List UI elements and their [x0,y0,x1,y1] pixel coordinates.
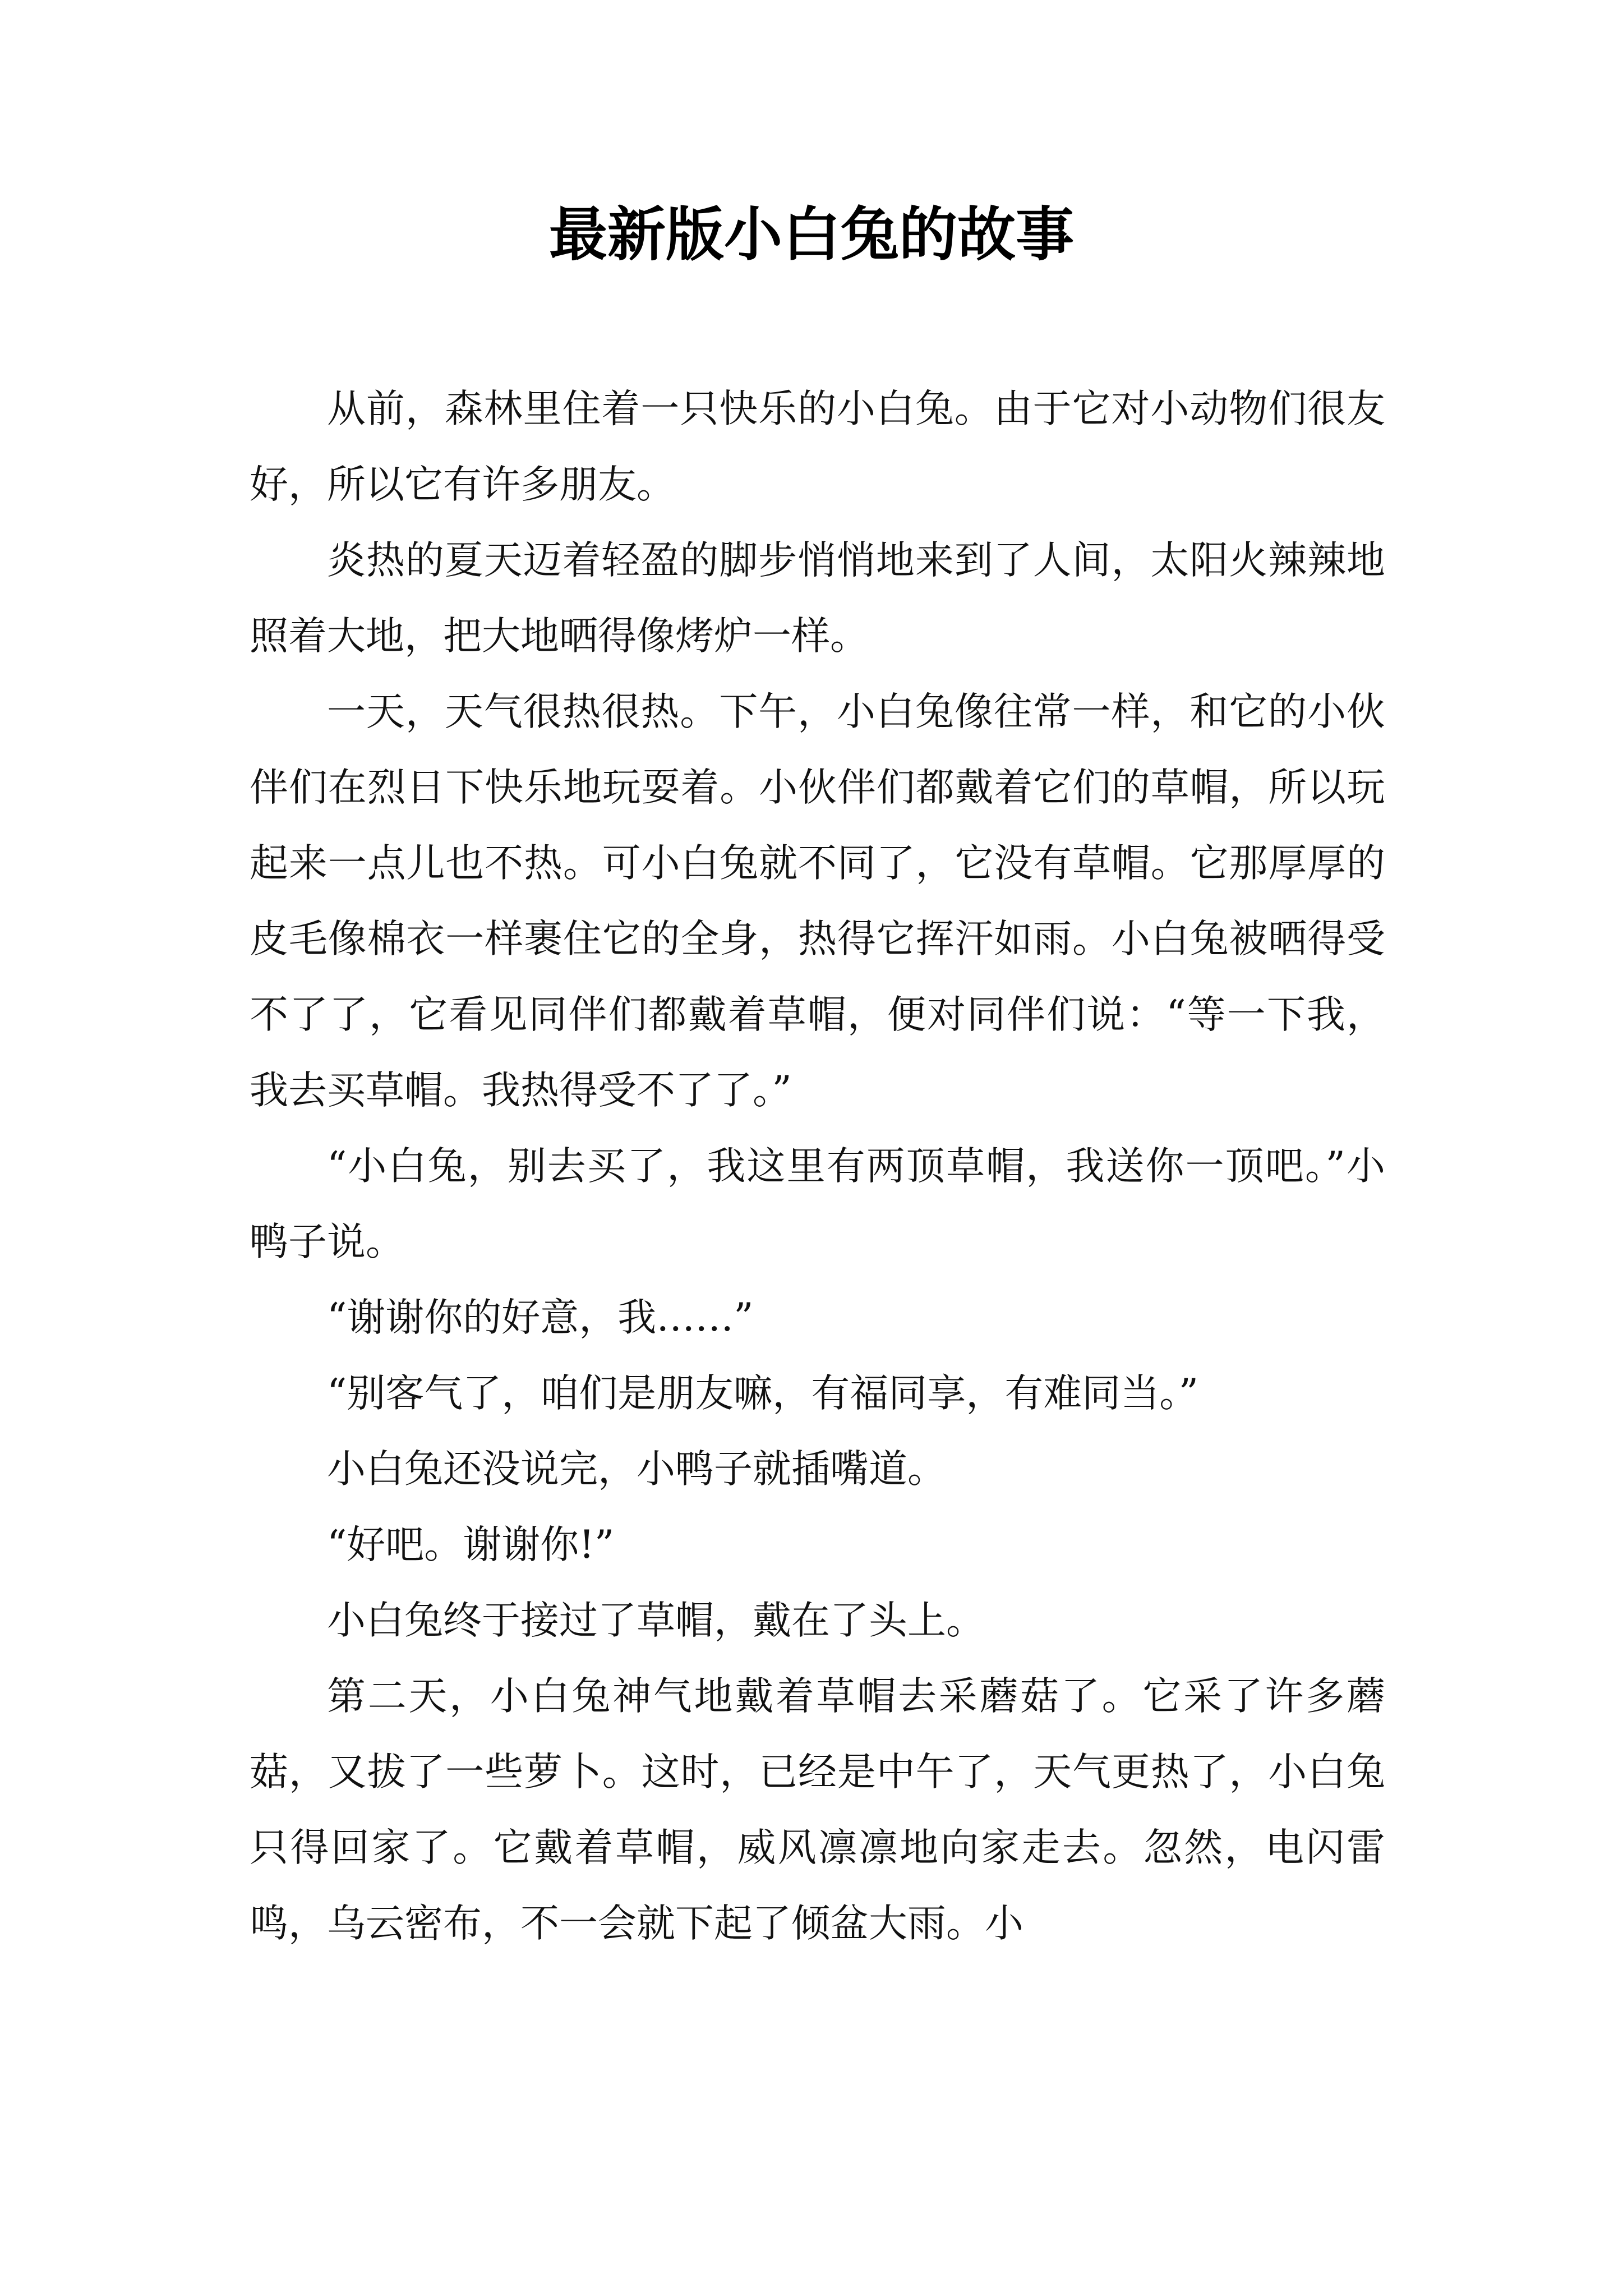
document-title: 最新版小白兔的故事 [548,200,1074,269]
paragraph: 炎热的夏天迈着轻盈的脚步悄悄地来到了人间，太阳火辣辣地照着大地，把大地晒得像烤炉一样。 [250,538,1385,659]
paragraph: “别客气了，咱们是朋友嘛，有福同享，有难同当。” [327,1371,1199,1416]
paragraph: “好吧。谢谢你!” [327,1522,615,1567]
document-body [250,371,1385,1962]
paragraph: “谢谢你的好意，我……” [327,1295,754,1340]
paragraph: 小白兔还没说完，小鸭子就插嘴道。 [327,1447,946,1492]
paragraph: 一天，天气很热很热。下午，小白兔像往常一样，和它的小伙伴们在烈日下快乐地玩耍着。小伙伴们都戴着它们的草帽，所以玩起来一点儿也不热。可小白兔就不同了，它没有草帽。它那厚厚的皮毛像棉衣一样裹住它的全身，热得它挥汗如雨。小白兔被晒得受不了了，它看见同伴们都戴着草帽，便对同伴们说：“等一下我，我去买草帽。我热得受不了了。” [250,689,1385,1113]
paragraph: “小白兔，别去买了，我这里有两顶草帽，我送你一顶吧。”小鸭子说。 [250,1144,1385,1264]
paragraph: 从前，森林里住着一只快乐的小白兔。由于它对小动物们很友好，所以它有许多朋友。 [250,386,1385,507]
paragraph: 第二天，小白兔神气地戴着草帽去采蘑菇了。它采了许多蘑菇，又拔了一些萝卜。这时，已经是中午了，天气更热了，小白兔只得回家了。它戴着草帽，威风凛凛地向家走去。忽然，电闪雷鸣，乌云密布，不一会就下起了倾盆大雨。小 [250,1674,1385,1946]
paragraph: 小白兔终于接过了草帽，戴在了头上。 [327,1598,985,1643]
